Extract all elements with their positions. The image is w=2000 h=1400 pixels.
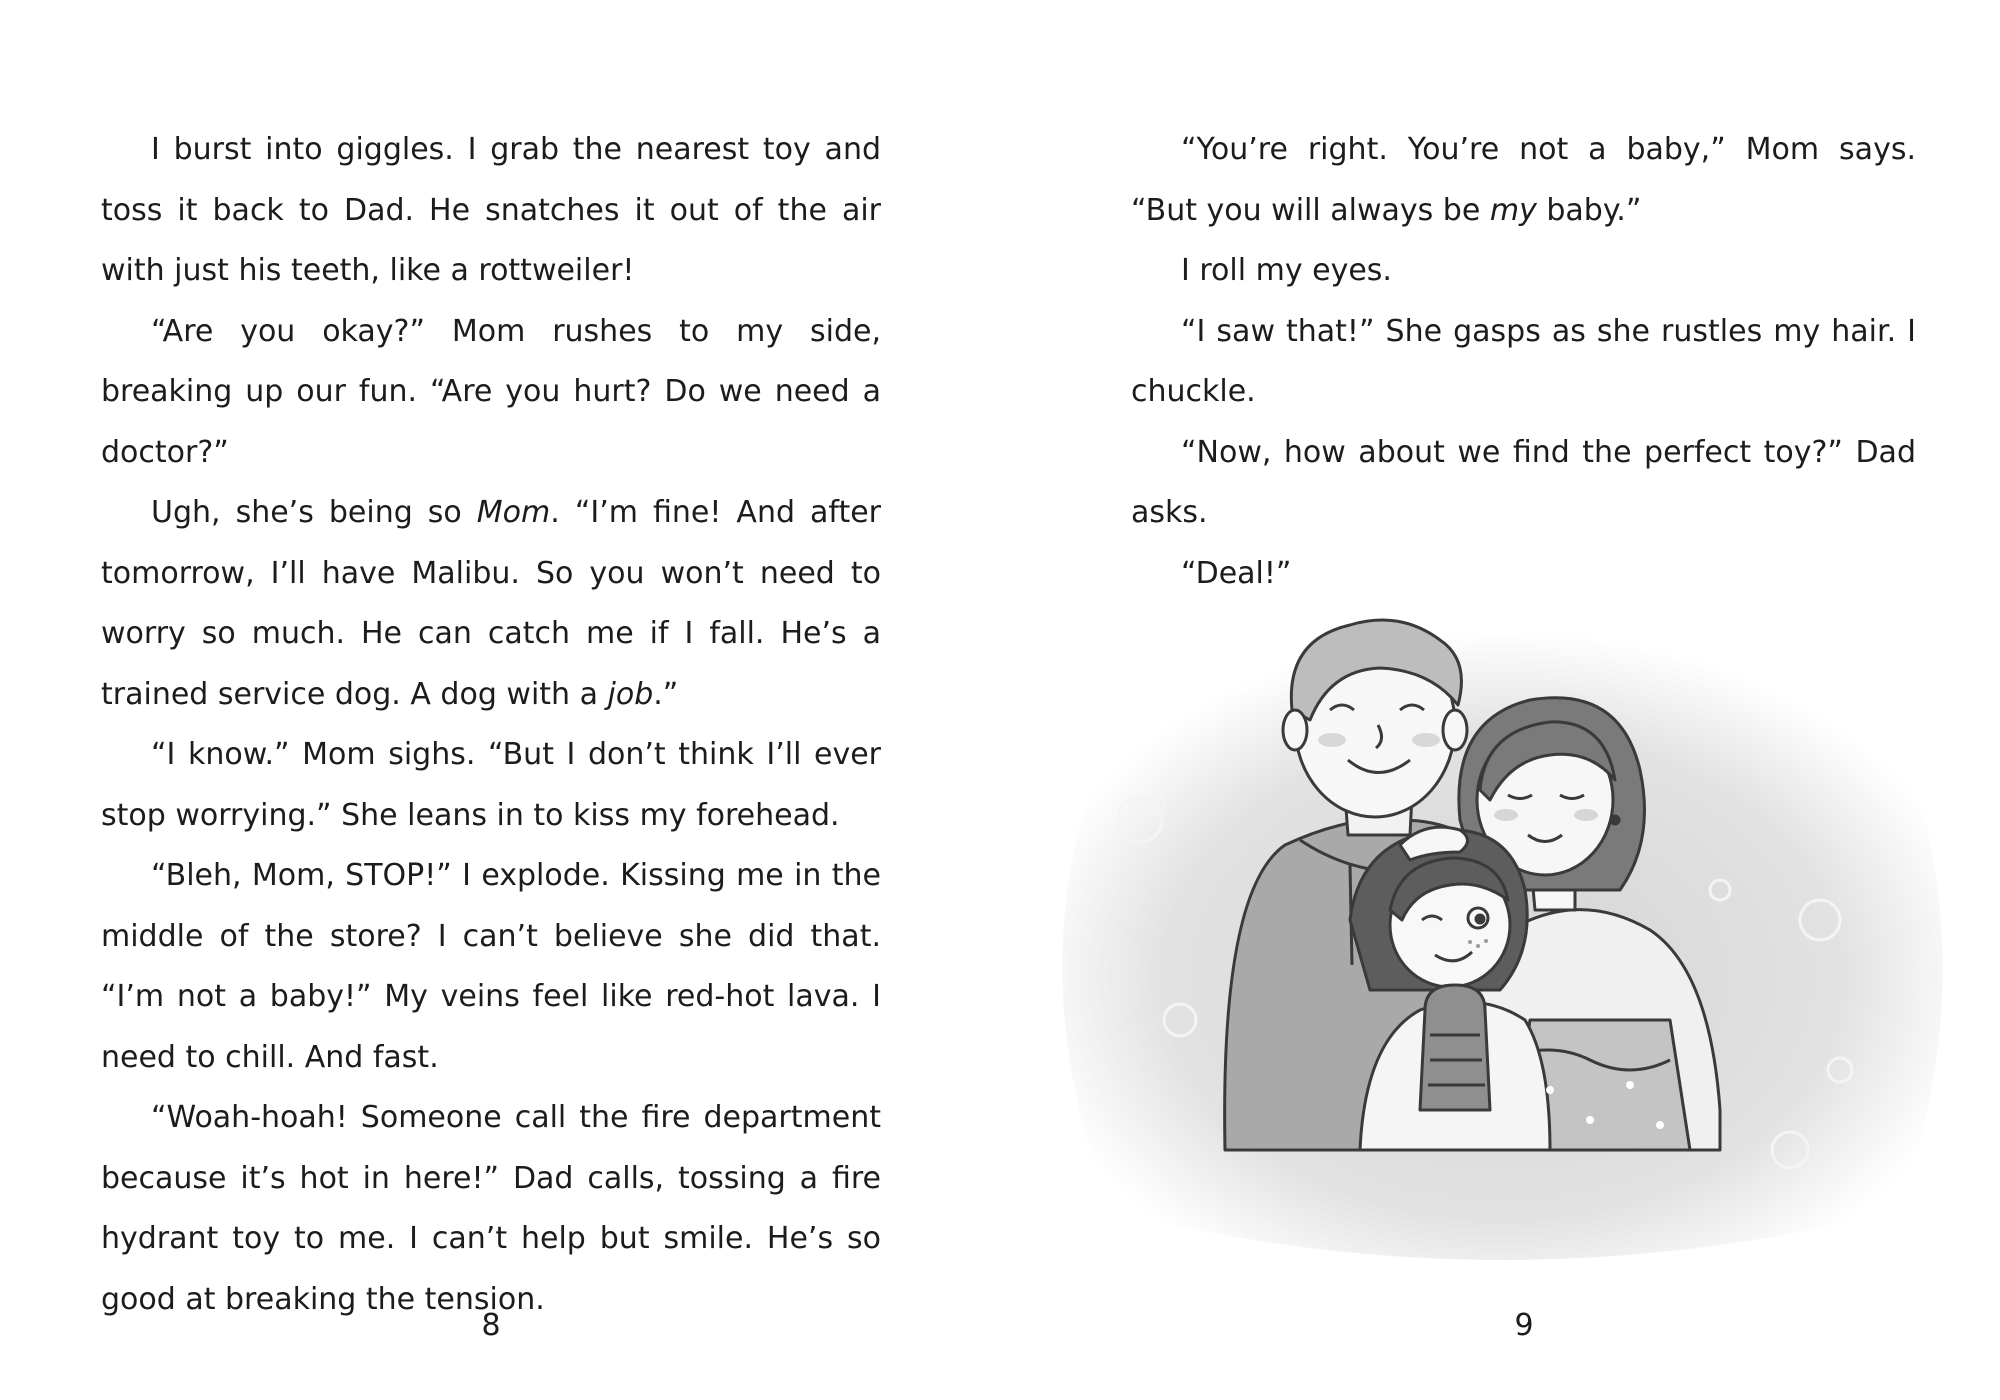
text-run: “I saw that!” She gasps as she rustles my hair. I chuckle. [1131,313,1916,409]
right-page-number: 9 [1514,1308,1534,1343]
right-page [1000,0,2000,1400]
paragraph [1131,241,1916,302]
paragraph [1131,423,1916,544]
italic-text: my [1489,192,1537,228]
text-run: “I know.” Mom sighs. “But I don’t think I’ll ever stop worrying.” She leans in to kiss my forehead. [101,737,881,833]
paragraph [101,725,881,846]
text-run: Ugh, she’s being so [151,495,477,530]
paragraph [1131,120,1916,241]
paragraph [101,483,881,725]
text-run: “Bleh, Mom, STOP!” I explode. Kissing me in the middle of the store? I can’t believe she did that. “I’m not a baby!” My veins feel like red-hot lava. I need to chill. And fast. [101,858,881,1075]
italic-text: job [607,676,654,712]
text-run: baby.” [1536,192,1642,228]
left-page-number: 8 [481,1308,501,1343]
text-run: . “I’m fine! And after tomorrow, I’ll have Malibu. So you won’t need to worry so much. He can catch me if I fall. He’s a trained service dog. A dog with a [101,495,881,712]
italic-text: Mom [476,495,551,530]
text-run: I burst into giggles. I grab the nearest toy and toss it back to Dad. He snatches it out of the air with just his teeth, like a rottweiler! [101,132,881,288]
right-page-text [1131,120,1916,604]
family-illustration [1030,590,1970,1300]
paragraph [1131,302,1916,423]
text-run: “Woah-hoah! Someone call the fire department because it’s hot in here!” Dad calls, tossing a fire hydrant toy to me. I can’t help but smile. He’s so good at breaking the tension. [101,1100,881,1317]
paragraph [101,1088,881,1330]
paragraph [101,846,881,1088]
text-run: “Now, how about we find the perfect toy?” Dad asks. [1131,434,1916,530]
paragraph [101,120,881,302]
text-run: I roll my eyes. [1181,253,1392,288]
text-run: “You’re right. You’re not a baby,” Mom says. “But you will always be [1131,132,1916,228]
text-run: .” [653,676,679,712]
paragraph [101,302,881,484]
left-page-text [101,120,881,1330]
text-run: “Are you okay?” Mom rushes to my side, breaking up our fun. “Are you hurt? Do we need a doctor?” [101,313,881,470]
text-run: “Deal!” [1181,555,1292,591]
